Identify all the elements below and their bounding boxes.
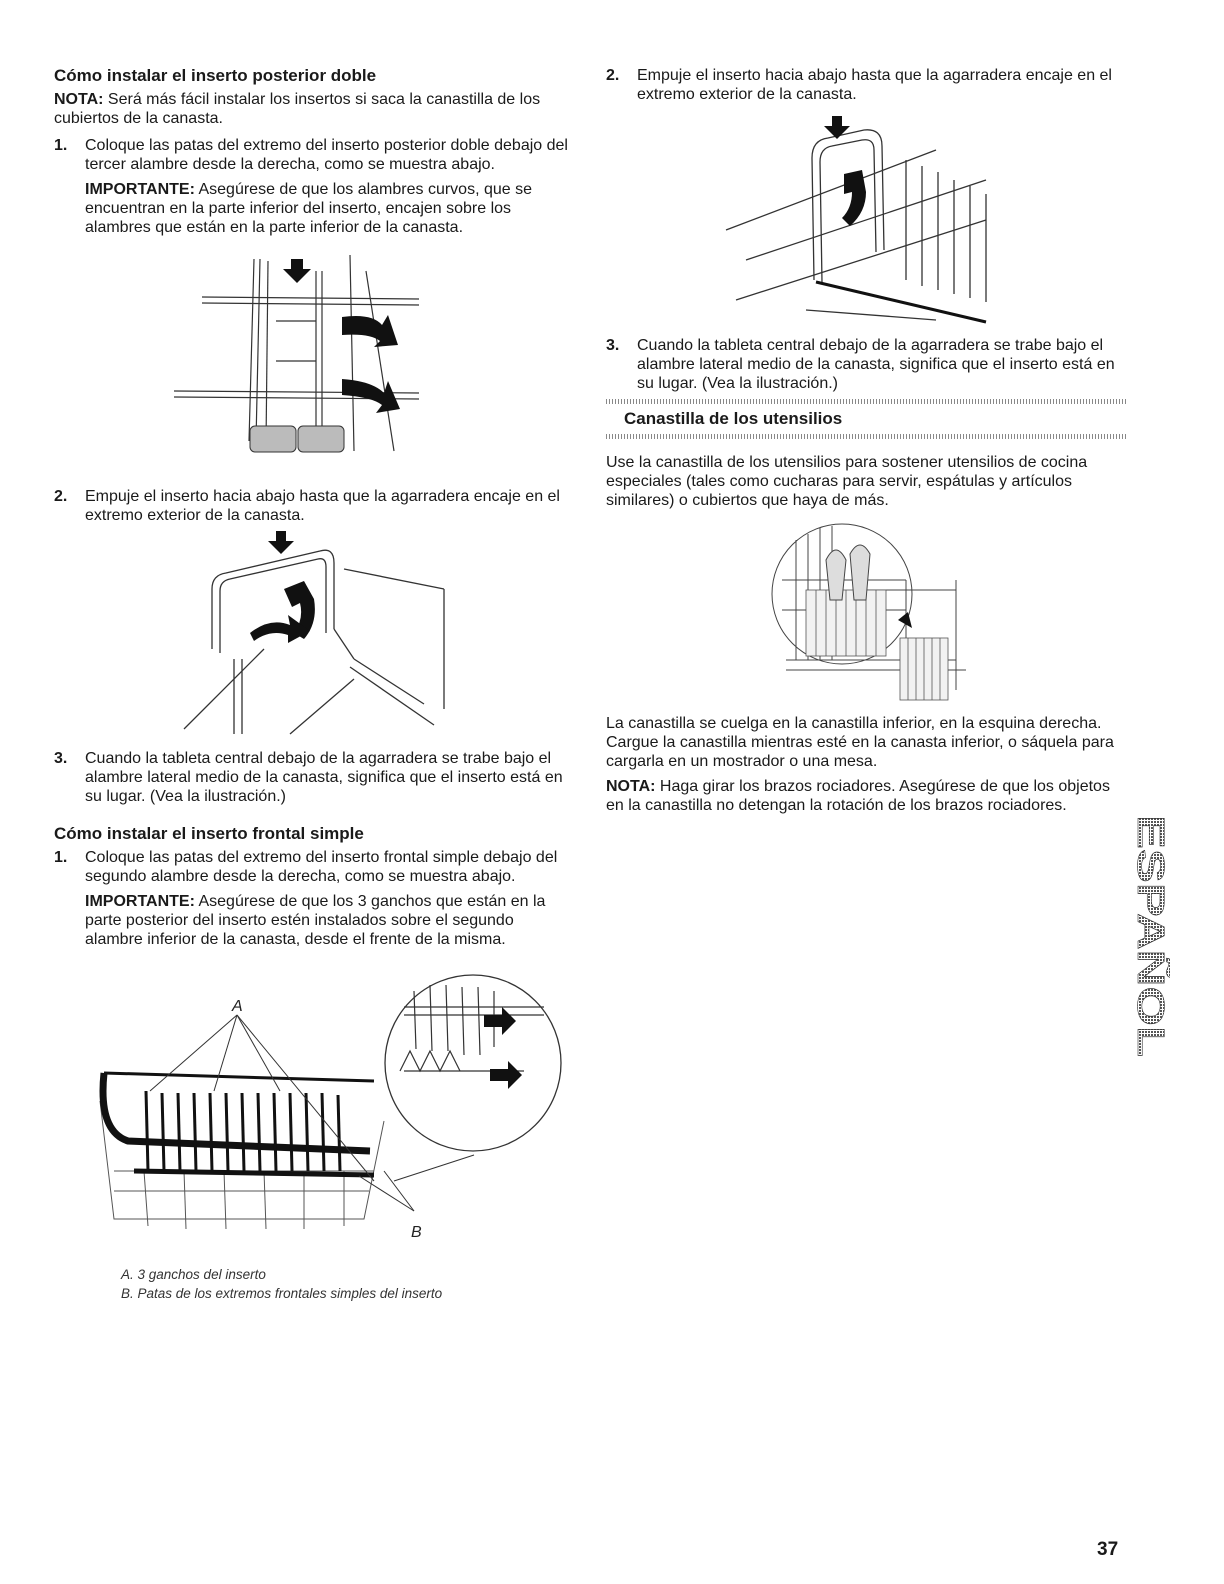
utensil-paragraph-2: La canastilla se cuelga en la canastilla inferior, en la esquina derecha. Cargue la canastilla mientras esté en la canasta inferior, o sáquela para cargarla en un mostrador o una mesa. <box>606 715 1114 770</box>
important-rear: IMPORTANTE: Asegúrese de que los alambres curvos, que se encuentran en la parte inferior del inserto, encajen sobre los alambres que están en la parte inferior de la canasta. <box>85 181 533 236</box>
caption-b: B. Patas de los extremos frontales simples del inserto <box>121 1286 443 1301</box>
front-insert-figure <box>54 971 570 1261</box>
section-header <box>606 399 1128 439</box>
rear-step-3: 3. Cuando la tableta central debajo de la agarradera se trabe bajo el alambre lateral medio de la canasta, significa que el inserto está en su lugar. (Vea la ilustración.) <box>54 750 563 805</box>
page-number: 37 <box>1097 1539 1119 1560</box>
front-step-1: 1. Coloque las patas del extremo del inserto frontal simple debajo del segundo alambre desde la derecha, como se muestra abajo. IMPORTANTE: Asegúrese de que los 3 ganchos que están en la parte posterior del inserto estén instalados sobre el segundo alambre inferior de la canasta, desde el frente de la misma. <box>54 848 570 949</box>
rear-step-2: 2. Empuje el inserto hacia abajo hasta que la agarradera encaje en el extremo exterior de la canasta. <box>54 488 560 524</box>
label-b: B <box>411 1224 422 1241</box>
utensil-paragraph-1: Use la canastilla de los utensilios para sostener utensilios de cocina especiales (tales como cucharas para servir, espátulas y artículos similares) o cubiertos que haya de más. <box>606 454 1088 509</box>
rear-insert-figure-2 <box>54 529 570 737</box>
side-tab-text: ESPAÑOL <box>1132 815 1170 996</box>
caption-a: A. 3 ganchos del inserto <box>121 1267 266 1282</box>
right-step-2: 2. Empuje el inserto hacia abajo hasta que la agarradera encaje en el extremo exterior de la canasta. <box>606 67 1112 103</box>
note-rear: NOTA: Será más fácil instalar los insertos si saca la canastilla de los cubiertos de la canasta. <box>54 91 541 127</box>
rear-step-1: 1. Coloque las patas del extremo del inserto posterior doble debajo del tercer alambre desde la derecha, como se muestra abajo. IMPORTANTE: Asegúrese de que los alambres curvos, que se encuentran en la parte inferior del inserto, encajen sobre los alambres que están en la parte inferior de la canasta. <box>54 136 570 237</box>
label-a: A <box>232 998 243 1015</box>
heading-rear-insert: Cómo instalar el inserto posterior doble <box>54 66 377 85</box>
right-insert-figure <box>606 110 1128 324</box>
important-front: IMPORTANTE: Asegúrese de que los 3 ganchos que están en la parte posterior del inserto estén instalados sobre el segundo alambre inferior de la canasta, desde el frente de la misma. <box>85 893 546 948</box>
note-spray-arms: NOTA: Haga girar los brazos rociadores. Asegúrese de que los objetos en la canastilla no detengan la rotación de los brazos rociadores. <box>606 778 1110 814</box>
heading-front-insert: Cómo instalar el inserto frontal simple <box>54 824 364 843</box>
left-column <box>54 66 570 1303</box>
right-column <box>606 66 1128 815</box>
rear-insert-figure-1 <box>54 251 570 481</box>
section-title: Canastilla de los utensilios <box>624 409 843 428</box>
utensil-basket-figure <box>606 520 1128 706</box>
right-step-3: 3. Cuando la tableta central debajo de la agarradera se trabe bajo el alambre lateral medio de la canasta, significa que el inserto está en su lugar. (Vea la ilustración.) <box>606 337 1115 392</box>
language-side-tab <box>1132 815 1170 1060</box>
